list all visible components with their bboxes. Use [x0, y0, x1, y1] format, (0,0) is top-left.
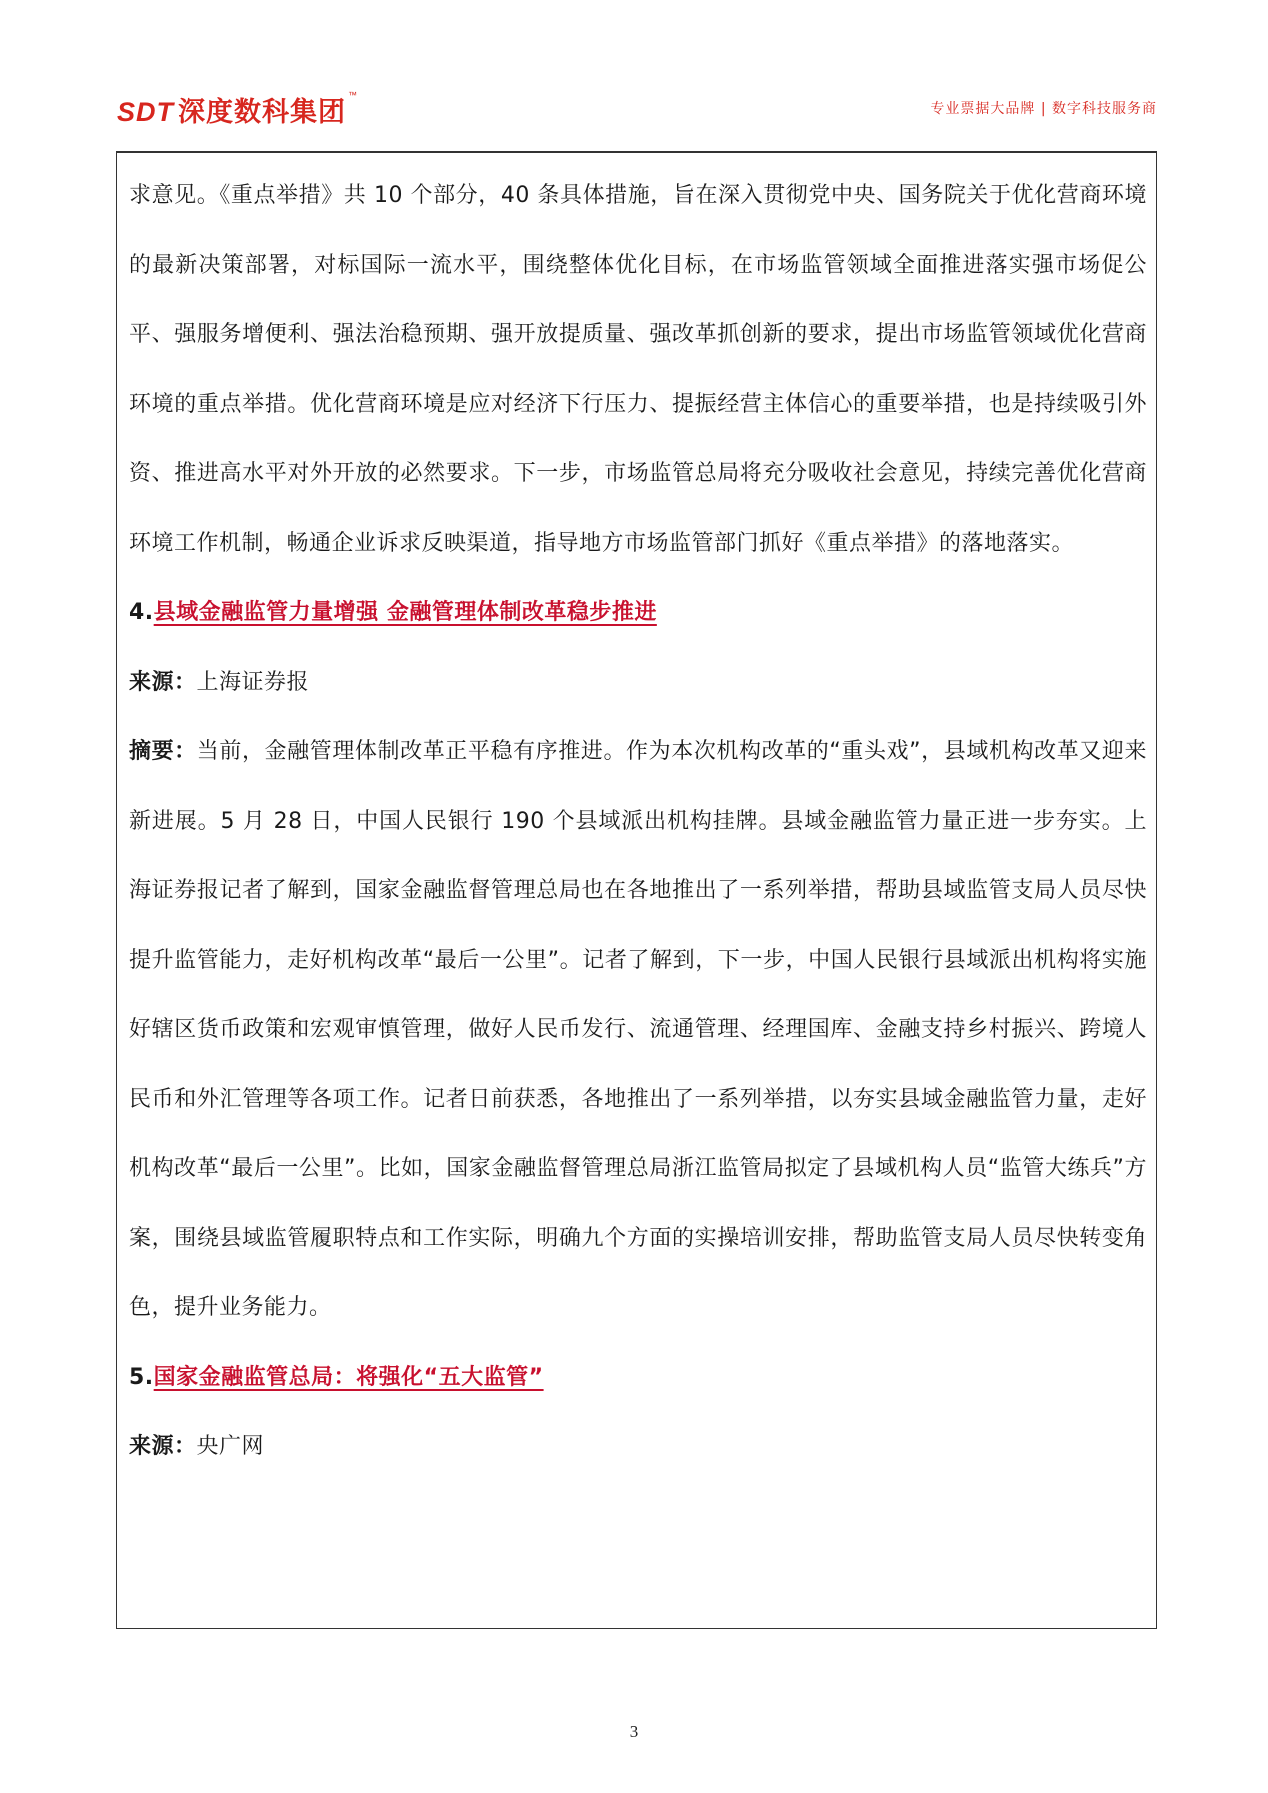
sdt-logo	[117, 90, 358, 129]
section-4-source	[129, 648, 1147, 718]
section-5-title-link[interactable]: 国家金融监管总局：将强化“五大监管”	[153, 1364, 544, 1390]
section-5-source-value: 央广网	[196, 1434, 265, 1459]
logo-latin: SDT	[117, 97, 174, 127]
section-5-source-label: 来源：	[129, 1434, 197, 1459]
section-4-summary-label: 摘要：	[129, 739, 197, 764]
content-frame	[116, 151, 1157, 1629]
section-4-heading	[129, 578, 1147, 648]
section-5-heading	[129, 1343, 1147, 1413]
page-header	[117, 88, 1157, 126]
section-4-source-value: 上海证券报	[196, 669, 310, 695]
header-slogan: 专业票据大品牌 | 数字科技服务商	[930, 101, 1157, 117]
section-4-number: 4.	[129, 600, 154, 625]
section-4-title-link[interactable]: 县域金融监管力量增强 金融管理体制改革稳步推进	[153, 600, 657, 625]
intro-paragraph: 求意见。《重点举措》共 10 个部分，40 条具体措施，旨在深入贯彻党中央、国务院关于优化营商环境的最新决策部署，对标国际一流水平，围绕整体优化目标，在市场监管领域全面推进落实强市场促公平、强服务增便利、强法治稳预期、强开放提质量、强改革抓创新的要求，提出市场监管领域优化营商环境的重点举措。优化营商环境是应对经济下行压力、提振经营主体信心的重要举措，也是持续吸引外资、推进高水平对外开放的必然要求。下一步，市场监管总局将充分吸收社会意见，持续完善优化营商环境工作机制，畅通企业诉求反映渠道，指导地方市场监管部门抓好《重点举措》的落地落实。	[129, 183, 1147, 556]
article-body	[129, 161, 1147, 1482]
section-4-summary	[129, 717, 1147, 1343]
section-4-summary-text: 当前，金融管理体制改革正平稳有序推进。作为本次机构改革的“重头戏”，县域机构改革又迎来新进展。5 月 28 日，中国人民银行 190 个县域派出机构挂牌。县域金融监管力量正进一步夯实。上海证券报记者了解到，国家金融监督管理总局也在各地推出了一系列举措，帮助县域监管支局人员尽快提升监管能力，走好机构改革“最后一公里”。记者了解到，下一步，中国人民银行县域派出机构将实施好辖区货币政策和宏观审慎管理，做好人民币发行、流通管理、经理国库、金融支持乡村振兴、跨境人民币和外汇管理等各项工作。记者日前获悉，各地推出了一系列举措，以夯实县域金融监管力量，走好机构改革“最后一公里”。比如，国家金融监督管理总局浙江监管局拟定了县域机构人员“监管大练兵”方案，围绕县域监管履职特点和工作实际，明确九个方面的实操培训安排，帮助监管支局人员尽快转变角色，提升业务能力。	[129, 739, 1147, 1320]
page-number: 3	[629, 1722, 639, 1741]
section-4-source-label: 来源：	[129, 669, 197, 695]
section-5-source	[129, 1412, 1147, 1482]
logo-trademark: ™	[348, 90, 358, 100]
section-5-number: 5.	[129, 1364, 154, 1390]
logo-cjk: 深度数科集团	[178, 97, 346, 127]
